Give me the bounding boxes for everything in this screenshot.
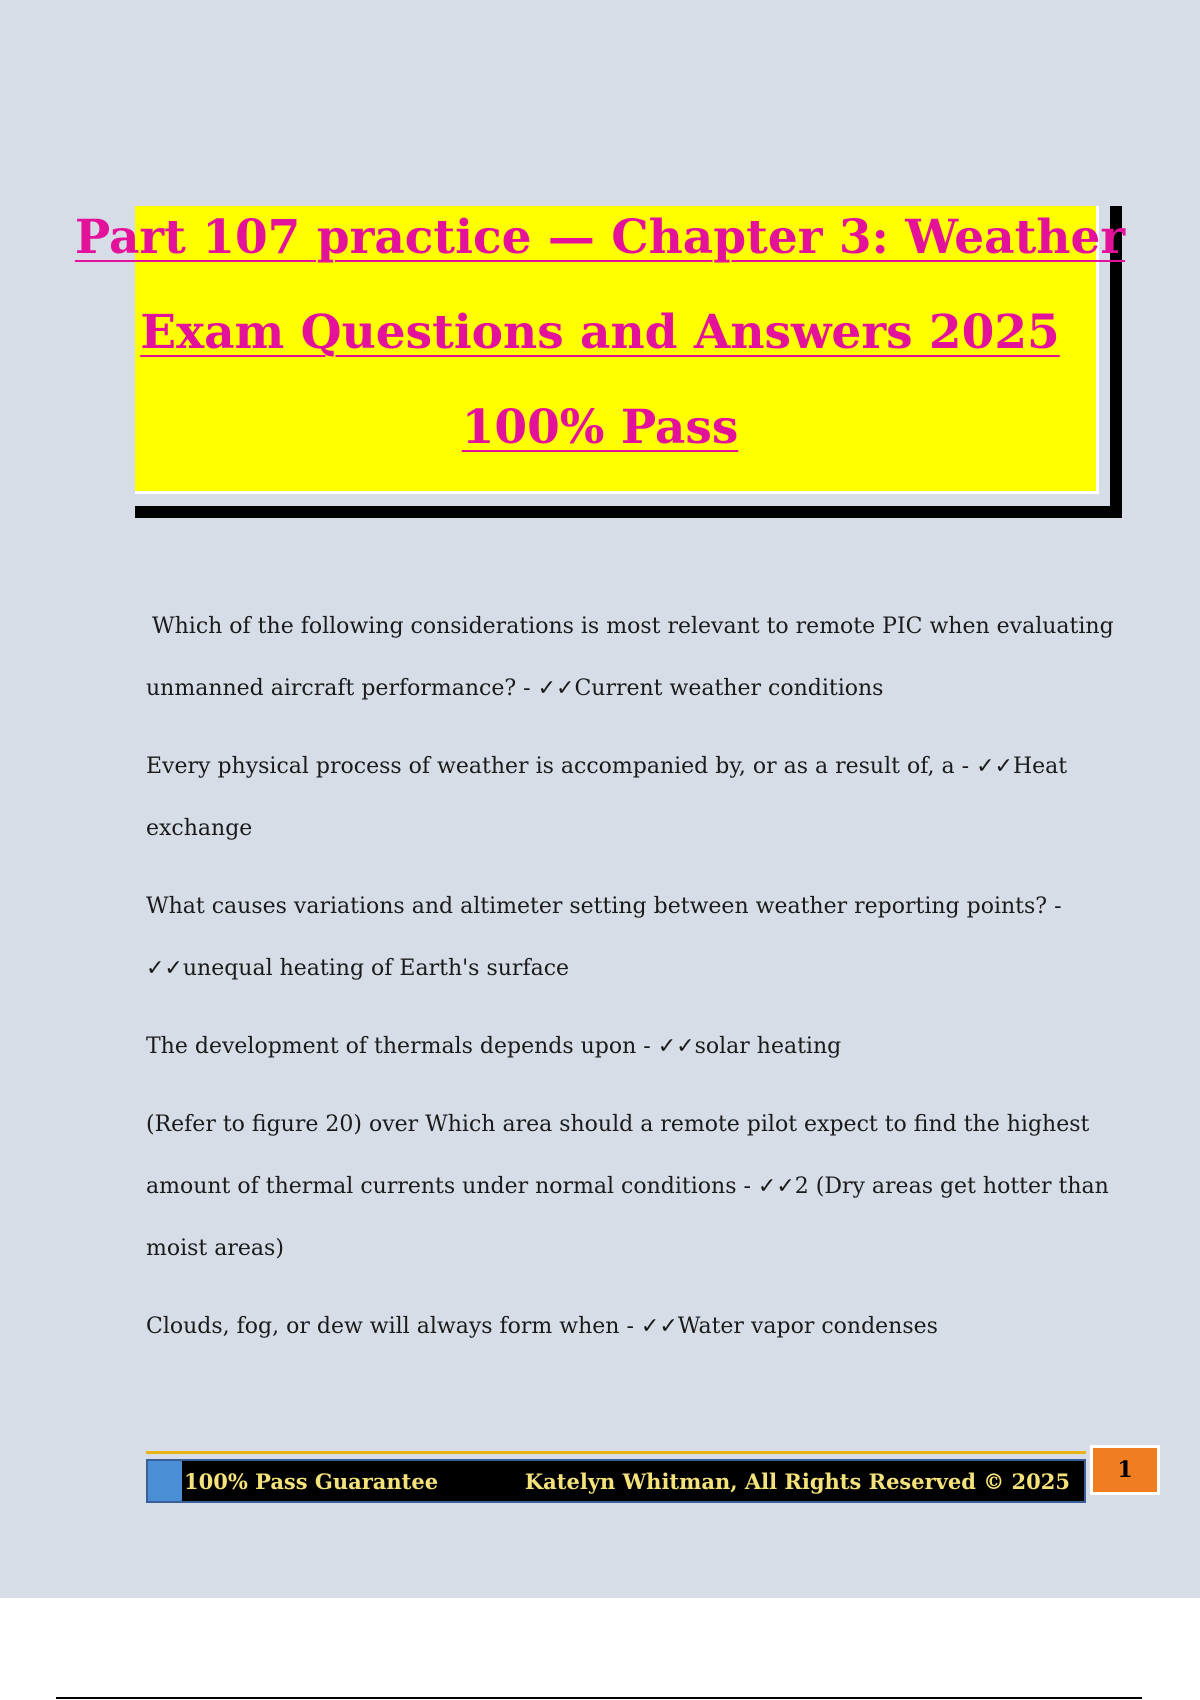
- qa-line: What causes variations and altimeter setting between weather reporting points? -: [146, 894, 1062, 919]
- footer-bar: [146, 1459, 1086, 1503]
- footer-copyright-text: Katelyn Whitman, All Rights Reserved © 2025: [524, 1469, 1070, 1494]
- qa-item: [146, 876, 1086, 1000]
- qa-line: Clouds, fog, or dew will always form when - ✓✓Water vapor condenses: [146, 1314, 938, 1339]
- footer-accent-block: [148, 1461, 182, 1501]
- title-box-shadow-bottom: [135, 506, 1122, 518]
- qa-line: unmanned aircraft performance? - ✓✓Current weather conditions: [146, 676, 884, 701]
- question-answer-list: [146, 596, 1114, 1358]
- qa-line: Every physical process of weather is accompanied by, or as a result of, a - ✓✓Heat: [146, 754, 1068, 779]
- next-page-top-rule: [56, 1697, 1142, 1699]
- qa-item: [146, 1016, 1086, 1078]
- title-line-1: Part 107 practice — Chapter 3: Weather: [74, 210, 1126, 265]
- title-line-3: 100% Pass: [461, 400, 739, 455]
- qa-line: amount of thermal currents under normal conditions - ✓✓2 (Dry areas get hotter than: [146, 1174, 1109, 1199]
- footer-guarantee-text: 100% Pass Guarantee: [184, 1469, 439, 1494]
- qa-item: [146, 1296, 1086, 1358]
- footer-gold-rule: [146, 1451, 1086, 1454]
- qa-line: ✓✓unequal heating of Earth's surface: [146, 956, 570, 981]
- qa-item: [146, 596, 1114, 720]
- qa-line: Which of the following considerations is most relevant to remote PIC when evaluating: [152, 614, 1114, 639]
- qa-line: moist areas): [146, 1236, 284, 1261]
- qa-item: [146, 736, 1086, 860]
- page-number: 1: [1090, 1445, 1160, 1495]
- title-line-2: Exam Questions and Answers 2025: [140, 305, 1060, 360]
- qa-line: exchange: [146, 816, 253, 841]
- qa-line: The development of thermals depends upon - ✓✓solar heating: [146, 1034, 842, 1059]
- qa-item: [146, 1094, 1109, 1280]
- qa-line: (Refer to figure 20) over Which area should a remote pilot expect to find the highest: [146, 1112, 1090, 1137]
